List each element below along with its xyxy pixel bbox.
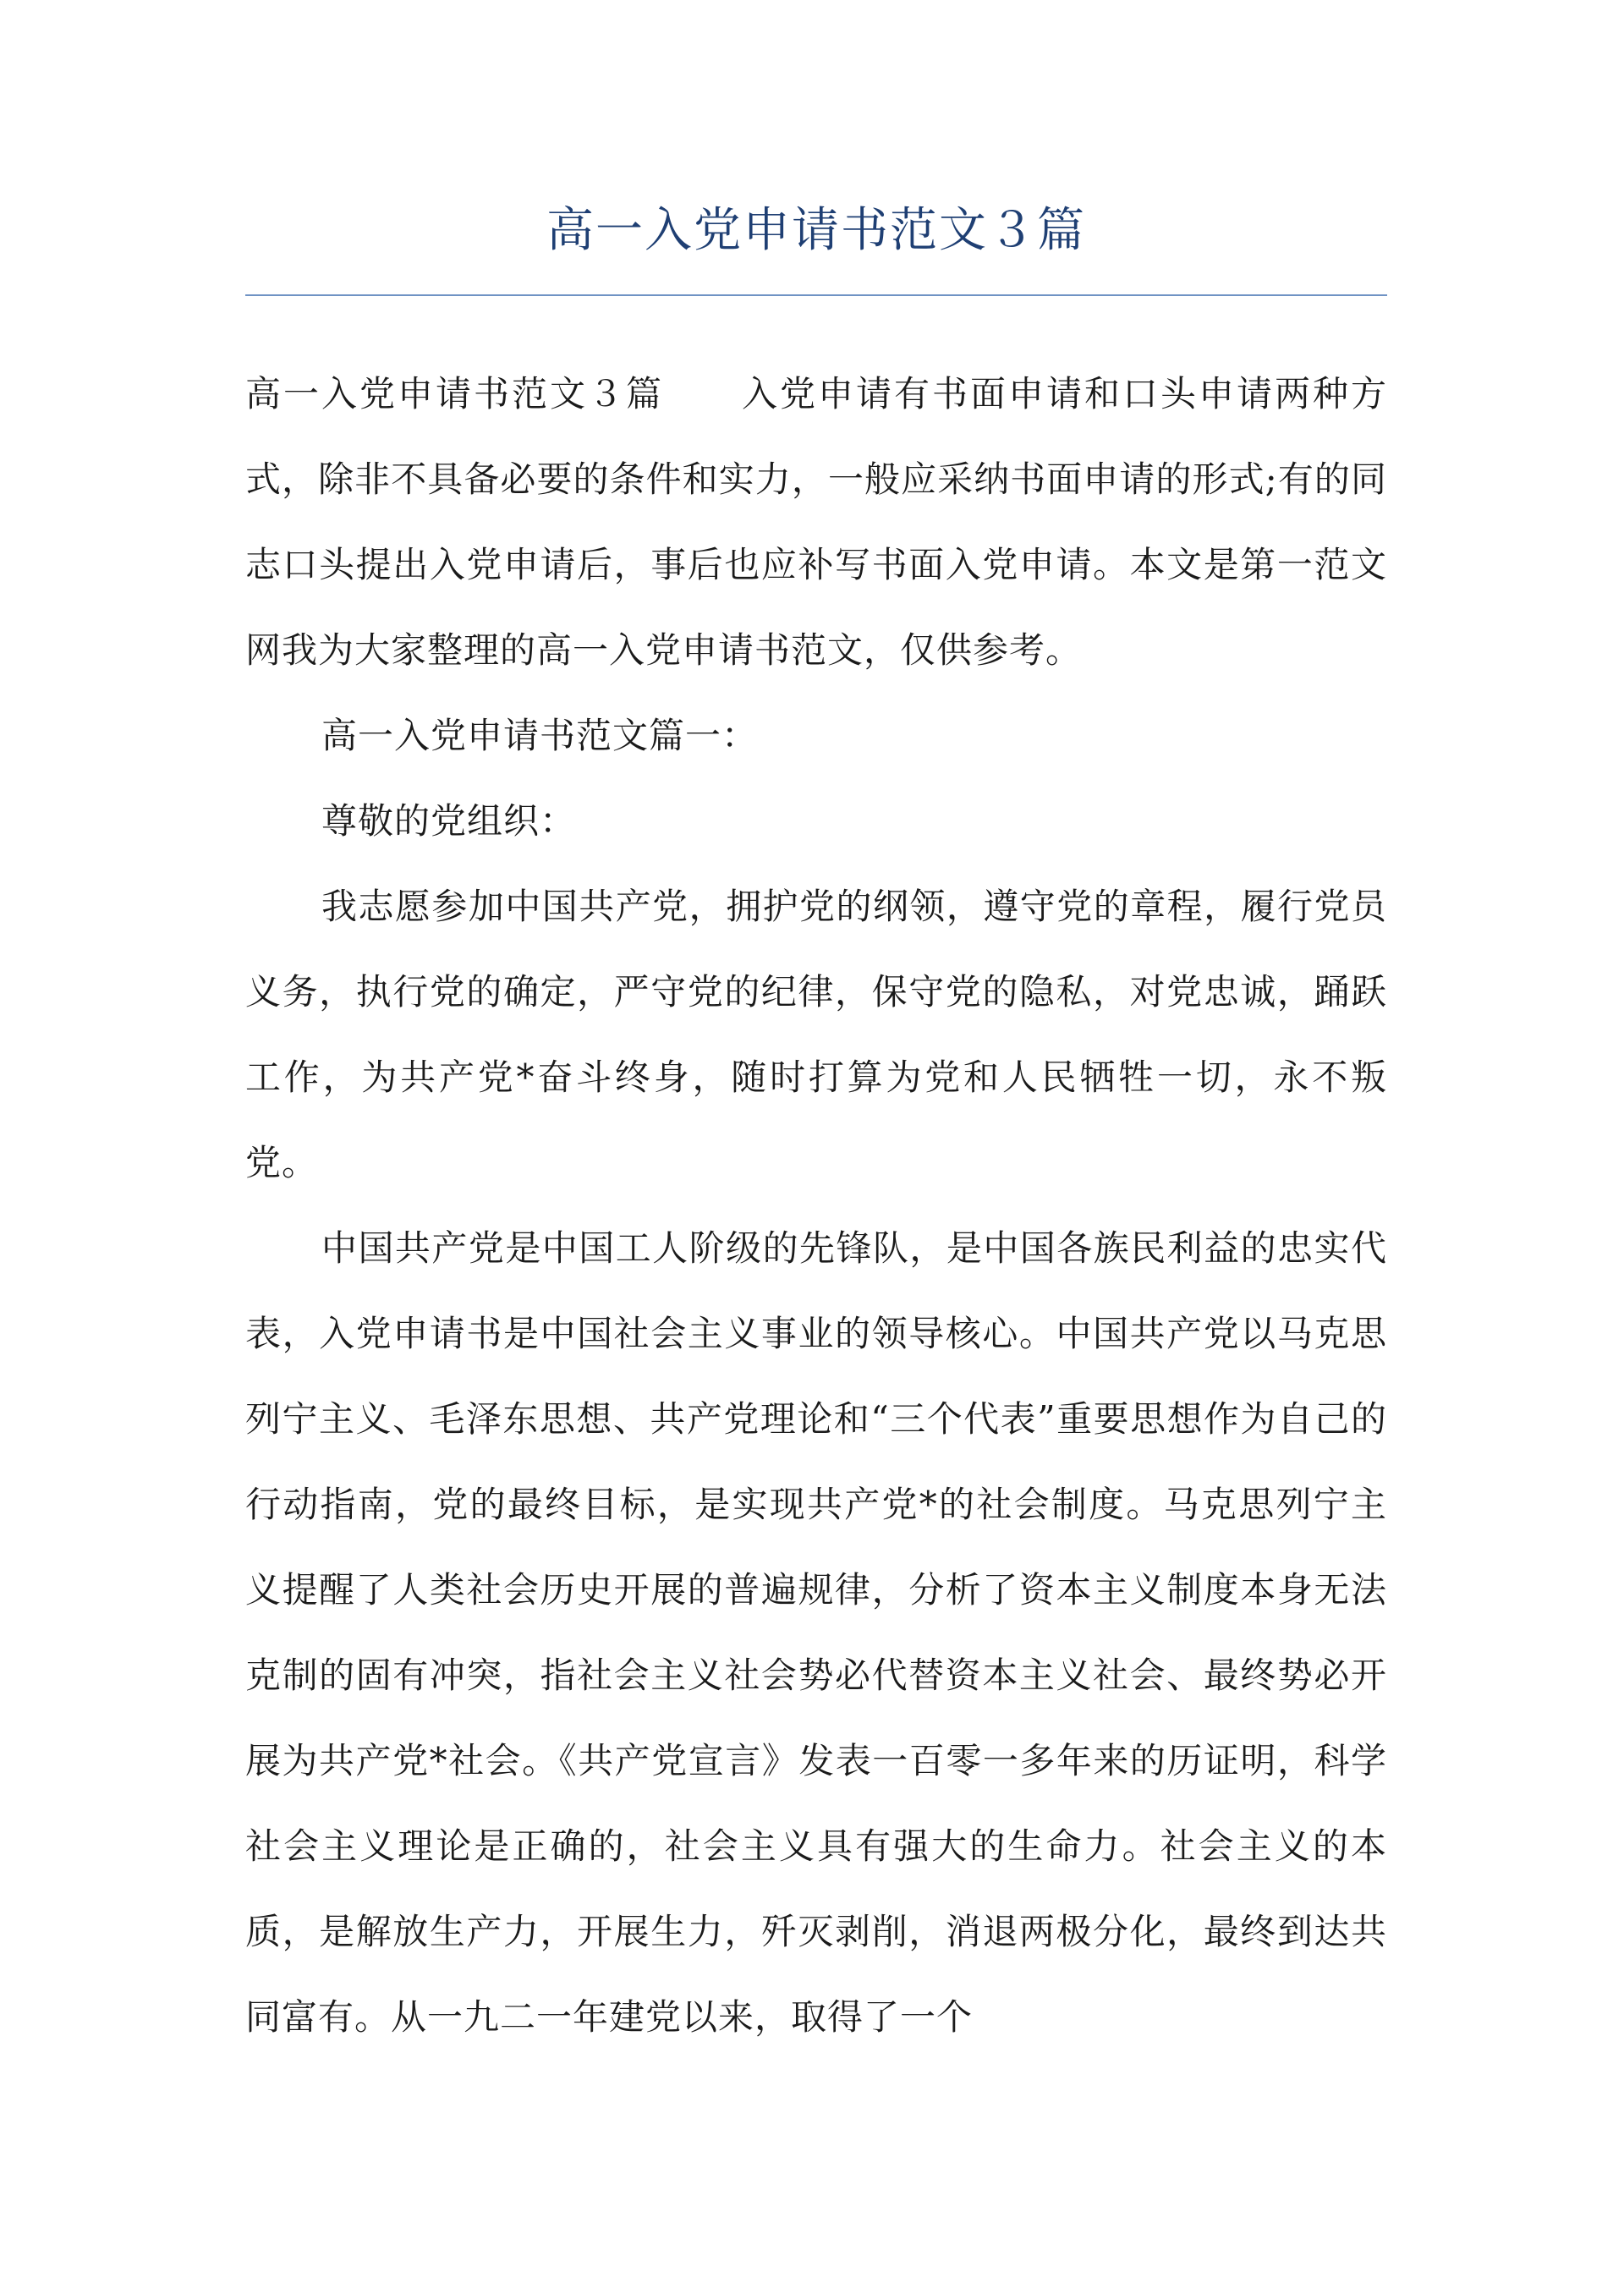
section-heading: 高一入党申请书范文篇一： <box>321 715 759 756</box>
salutation: 尊敬的党组织： <box>321 800 577 842</box>
intro-paragraph <box>245 351 1387 693</box>
document-title: 高一入党申请书范文３篇 <box>546 203 1086 258</box>
body-paragraph-1: 我志愿参加中国共产党，拥护党的纲领，遵守党的章程，履行党员义务，执行党的确定，严守党的纪律，保守党的隐私，对党忠诚，踊跃工作，为共产党*奋斗终身，随时打算为党和人民牺牲一切，永不叛党。 <box>245 886 1387 1183</box>
body-paragraph-2: 中国共产党是中国工人阶级的先锋队，是中国各族民利益的忠实代表，入党申请书是中国社会主义事业的领导核心。中国共产党以马克思列宁主义、毛泽东思想、共产党理论和“三个代表”重要思想作为自己的行动指南，党的最终目标，是实现共产党*的社会制度。马克思列宁主义提醒了人类社会历史开展的普遍规律，分析了资本主义制度本身无法克制的固有冲突，指社会主义社会势必代替资本主义社会、最终势必开展为共产党*社会。《共产党宣言》发表一百零一多年来的历证明，科学社会主义理论是正确的，社会主义具有强大的生命力。社会主义的本质，是解放生产力，开展生力，歼灭剥削，消退两极分化，最终到达共同富有。从一九二一年建党以来，取得了一个 <box>245 1227 1387 2038</box>
intro-lead: 高一入党申请书范文３篇 <box>245 373 664 414</box>
intro-text: 入党申请有书面申请和口头申请两种方式，除非不具备必要的条件和实力，一般应采纳书面申请的形式;有的同志口头提出入党申请后，事后也应补写书面入党申请。本文是第一范文网我为大家整理的高一入党申请书范文，仅供参考。 <box>245 373 1387 671</box>
title-divider <box>245 294 1387 296</box>
document-body <box>245 351 1387 2060</box>
